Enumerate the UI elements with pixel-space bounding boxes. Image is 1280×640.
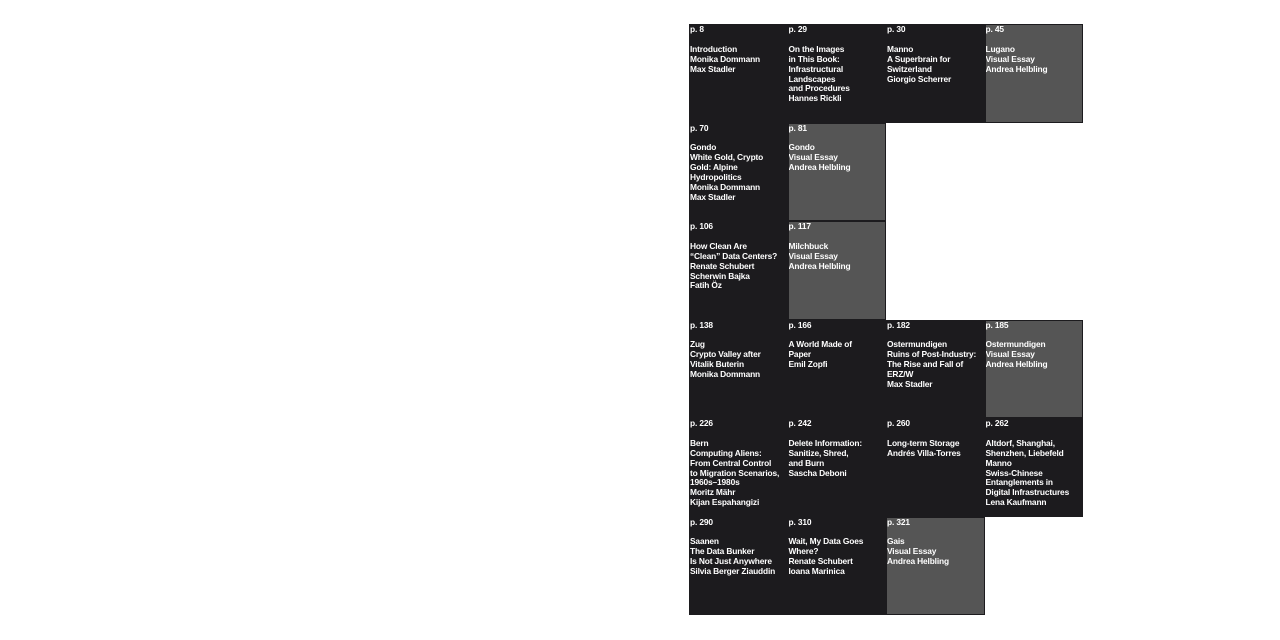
toc-entry-line: Shenzhen, Liebefeld	[985, 447, 1064, 458]
toc-entry-line: Is Not Just Anywhere	[690, 556, 772, 567]
toc-entry-line: Altdorf, Shanghai,	[985, 437, 1055, 448]
empty-grid-cell	[886, 221, 985, 320]
toc-entry-text	[690, 439, 786, 508]
toc-entry-text	[789, 242, 885, 272]
toc-entry-text	[690, 537, 786, 577]
toc-entry[interactable]	[689, 123, 788, 222]
toc-entry-line: Silvia Berger Ziauddin	[690, 566, 776, 577]
toc-page-number: p. 310	[788, 516, 812, 527]
toc-entry-line: Long-term Storage	[887, 437, 960, 448]
toc-entry-line: Visual Essay	[788, 250, 838, 261]
toc-entry-line: Moritz Mähr	[690, 487, 736, 498]
toc-entry[interactable]	[886, 418, 985, 517]
toc-entry-line: Giorgio Scherrer	[887, 73, 952, 84]
toc-entry-text	[690, 45, 786, 75]
toc-entry-text	[690, 242, 786, 292]
toc-entry-visual-essay[interactable]	[886, 517, 985, 616]
toc-entry-line: Switzerland	[887, 63, 932, 74]
toc-entry-line: Zug	[690, 339, 705, 350]
toc-entry-line: to Migration Scenarios,	[690, 467, 780, 478]
toc-entry[interactable]	[788, 517, 887, 616]
toc-entry-line: How Clean Are	[690, 240, 747, 251]
toc-entry-line: 1960s–1980s	[690, 477, 740, 488]
toc-entry-line: Monika Dommann	[690, 181, 761, 192]
toc-entry-line: Ostermundigen	[985, 339, 1046, 350]
toc-entry[interactable]	[689, 221, 788, 320]
toc-entry-line: Bern	[690, 437, 709, 448]
toc-entry[interactable]	[886, 24, 985, 123]
toc-entry-text	[986, 45, 1082, 75]
toc-entry-line: Delete Information:	[788, 437, 862, 448]
toc-entry[interactable]	[788, 24, 887, 123]
toc-entry-line: Introduction	[690, 43, 738, 54]
toc-entry-line: Visual Essay	[788, 152, 838, 163]
toc-entry-visual-essay[interactable]	[788, 221, 887, 320]
toc-page-number: p. 70	[690, 122, 709, 133]
toc-entry-line: Visual Essay	[985, 349, 1035, 360]
empty-grid-cell	[985, 221, 1084, 320]
toc-entry-line: Max Stadler	[887, 378, 933, 389]
toc-page-number: p. 262	[985, 418, 1009, 428]
toc-page-number: p. 8	[690, 24, 704, 34]
toc-entry-line: Andrea Helbling	[985, 63, 1048, 74]
toc-page-number: p. 45	[985, 24, 1004, 34]
toc-entry-line: White Gold, Crypto	[690, 152, 764, 163]
toc-entry-line: Kijan Espahangizi	[690, 497, 760, 508]
toc-entry[interactable]	[788, 320, 887, 419]
toc-entry-line: Renate Schubert	[690, 260, 755, 271]
toc-entry[interactable]	[886, 320, 985, 419]
toc-entry-line: Fatih Öz	[690, 280, 722, 291]
toc-entry-line: Andrea Helbling	[985, 359, 1048, 370]
toc-page-number: p. 260	[887, 418, 910, 428]
toc-entry-line: Crypto Valley after	[690, 349, 761, 360]
toc-entry-line: Where?	[788, 546, 819, 557]
toc-entry-line: The Rise and Fall of	[887, 359, 964, 370]
toc-entry-text	[887, 340, 983, 390]
toc-entry-line: Landscapes	[788, 73, 836, 84]
toc-entry-line: Andrés Villa-Torres	[887, 447, 961, 458]
toc-entry-line: Andrea Helbling	[788, 162, 851, 173]
empty-grid-cell	[985, 123, 1084, 222]
toc-page-number: p. 138	[690, 319, 713, 330]
toc-entry-line: Andrea Helbling	[887, 556, 949, 567]
toc-entry-line: ERZ/W	[887, 369, 914, 380]
toc-entry-line: Max Stadler	[690, 191, 736, 202]
toc-entry-line: Andrea Helbling	[788, 260, 851, 271]
toc-entry-line: Emil Zopfi	[788, 359, 828, 370]
toc-entry-line: Hannes Rickli	[788, 93, 842, 104]
toc-entry-line: Ostermundigen	[887, 339, 947, 350]
toc-page-number: p. 29	[788, 24, 807, 34]
toc-page-number: p. 185	[985, 319, 1009, 330]
toc-entry-line: Gold: Alpine	[690, 162, 738, 173]
toc-entry-visual-essay[interactable]	[788, 123, 887, 222]
toc-entry-line: Visual Essay	[887, 546, 937, 557]
toc-page-number: p. 117	[788, 221, 811, 231]
toc-entry[interactable]	[788, 418, 887, 517]
toc-entry-line: Manno	[985, 457, 1012, 468]
toc-entry-visual-essay[interactable]	[985, 320, 1084, 419]
toc-entry-line: Lena Kaufmann	[985, 497, 1047, 508]
toc-entry-line: Renate Schubert	[788, 556, 853, 567]
toc-entry-line: Milchbuck	[788, 240, 829, 251]
toc-entry-text	[789, 439, 885, 479]
toc-entry-line: From Central Control	[690, 457, 772, 468]
toc-entry-line: Infrastructural	[788, 63, 844, 74]
toc-entry-text	[986, 439, 1082, 508]
toc-entry-text	[690, 340, 786, 380]
toc-page-number: p. 182	[887, 319, 910, 330]
toc-entry-line: Manno	[887, 43, 914, 54]
toc-entry[interactable]	[689, 517, 788, 616]
toc-entry-text	[789, 537, 885, 577]
toc-entry-line: Digital Infrastructures	[985, 487, 1070, 498]
toc-entry-line: Monika Dommann	[690, 369, 761, 380]
toc-page-number: p. 81	[788, 122, 807, 133]
toc-page-number: p. 166	[788, 319, 812, 330]
toc-entry-text	[789, 340, 885, 370]
toc-entry-line: Entanglements in	[985, 477, 1053, 488]
toc-entry-line: Visual Essay	[985, 53, 1035, 64]
toc-entry-line: The Data Bunker	[690, 546, 755, 557]
toc-entry-line: Computing Aliens:	[690, 447, 762, 458]
toc-page-number: p. 106	[690, 221, 713, 231]
toc-entry[interactable]	[689, 24, 788, 123]
toc-page-number: p. 226	[690, 418, 713, 428]
toc-entry[interactable]	[985, 418, 1084, 517]
toc-entry-line: Scherwin Bajka	[690, 270, 750, 281]
toc-entry-line: Vitalik Buterin	[690, 359, 744, 370]
toc-entry[interactable]	[689, 418, 788, 517]
toc-entry-line: Ruins of Post-Industry:	[887, 349, 977, 360]
toc-entry-line: Hydropolitics	[690, 172, 742, 183]
toc-entry-text	[690, 143, 786, 202]
toc-entry-line: Wait, My Data Goes	[788, 536, 864, 547]
toc-entry-text	[887, 45, 983, 85]
toc-entry-text	[789, 143, 885, 173]
toc-entry-line: Saanen	[690, 536, 719, 547]
toc-entry-text	[789, 45, 885, 104]
toc-entry-line: A World Made of	[788, 339, 852, 350]
toc-entry-line: Ioana Marinica	[788, 566, 845, 577]
toc-entry[interactable]	[689, 320, 788, 419]
toc-entry-line: Sascha Deboni	[788, 467, 847, 478]
toc-entry-line: Gondo	[788, 142, 815, 153]
toc-entry-text	[986, 340, 1082, 370]
table-of-contents-grid	[689, 24, 1083, 615]
toc-entry-line: A Superbrain for	[887, 53, 951, 64]
toc-entry-line: Gondo	[690, 142, 717, 153]
toc-entry-line: On the Images	[788, 43, 845, 54]
toc-page-number: p. 321	[887, 516, 910, 527]
toc-entry-text	[887, 439, 983, 459]
toc-entry-visual-essay[interactable]	[985, 24, 1084, 123]
toc-entry-line: Gais	[887, 536, 905, 547]
toc-entry-line: Sanitize, Shred,	[788, 447, 849, 458]
toc-entry-line: “Clean” Data Centers?	[690, 250, 778, 261]
toc-entry-line: Lugano	[985, 43, 1015, 54]
toc-entry-line: Max Stadler	[690, 63, 736, 74]
empty-grid-cell	[985, 517, 1084, 616]
toc-entry-line: in This Book:	[788, 53, 840, 64]
empty-grid-cell	[886, 123, 985, 222]
toc-page-number: p. 30	[887, 24, 906, 34]
toc-entry-line: Monika Dommann	[690, 53, 761, 64]
toc-page-number: p. 242	[788, 418, 812, 428]
toc-page-number: p. 290	[690, 516, 713, 527]
toc-entry-line: Paper	[788, 349, 812, 360]
toc-entry-line: Swiss-Chinese	[985, 467, 1043, 478]
toc-entry-line: and Burn	[788, 457, 825, 468]
toc-entry-line: and Procedures	[788, 83, 850, 94]
toc-entry-text	[887, 537, 983, 567]
